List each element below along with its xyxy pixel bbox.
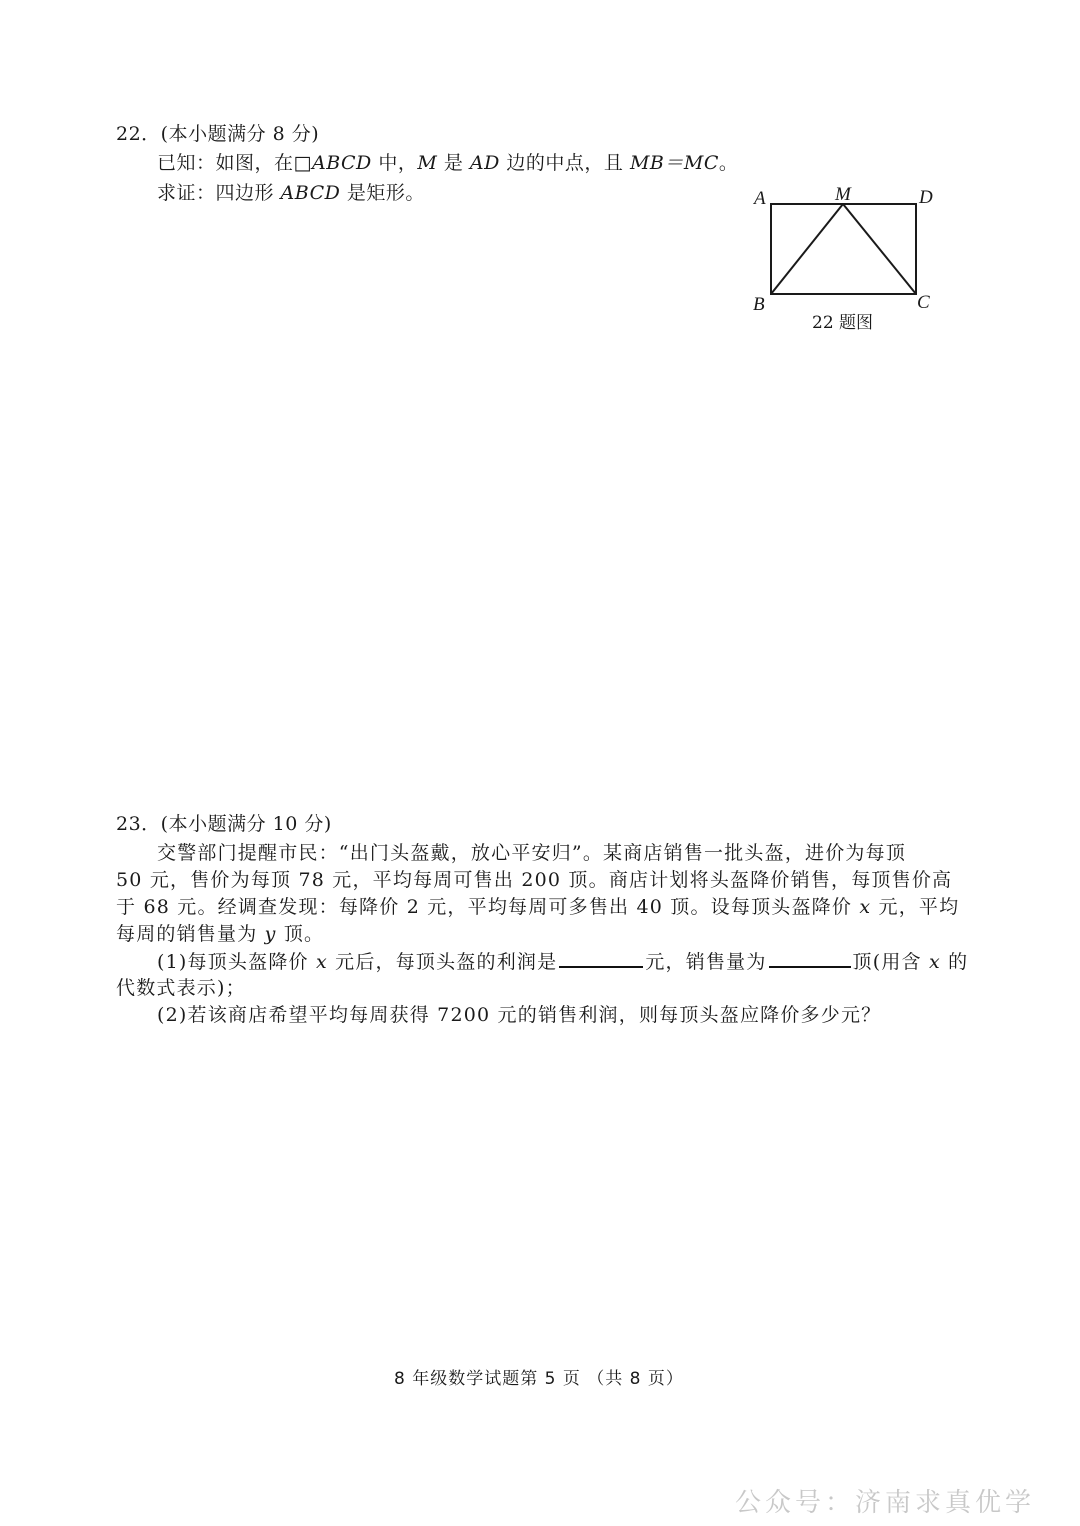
q23-p3b: 元，平均 [871, 896, 960, 918]
q22-given-m: M [417, 152, 438, 174]
q23-p4-y: y [264, 923, 277, 945]
label-d: D [919, 187, 933, 208]
q23-s1b: 元后，每顶头盔的利润是 [327, 951, 558, 973]
q22-figure-caption: 22 题图 [812, 313, 874, 333]
label-a: A [754, 188, 766, 209]
label-c: C [917, 292, 930, 313]
q23-s1-x2: x [929, 951, 941, 973]
q22-given-name: ABCD [311, 152, 372, 174]
q23-s1e: 的 [940, 951, 969, 973]
q22-prove [157, 180, 425, 206]
answer-blank-profit[interactable] [559, 948, 643, 968]
q22-given-mb-mc: MB＝MC [629, 152, 719, 174]
q23-paragraph-line-4 [116, 921, 324, 947]
label-b: B [753, 294, 765, 315]
q22-given-prefix: 已知：如图，在 [157, 152, 294, 174]
q23-paragraph-line-3 [116, 894, 959, 920]
q22-prove-name: ABCD [280, 182, 341, 204]
q23-sub1-line-1 [157, 948, 968, 975]
q23-p3-x: x [859, 896, 872, 918]
segment-mc [843, 204, 916, 294]
parallelogram-symbol: □ [293, 152, 312, 174]
q22-prove-prefix: 求证：四边形 [157, 182, 281, 204]
q22-given-end: 。 [718, 152, 739, 174]
q23-paragraph-line-2: 50 元，售价为每顶 78 元，平均每周可售出 200 顶。商店计划将头盔降价销售，每顶售价高 [116, 869, 953, 891]
q23-s1c: 元，销售量为 [645, 951, 767, 973]
q23-p4a: 每周的销售量为 [116, 923, 265, 945]
q23-s1-x: x [315, 951, 328, 973]
rectangle-abcd [771, 204, 916, 294]
q23-paragraph-line-1: 交警部门提醒市民：“出门头盔戴，放心平安归”。某商店销售一批头盔，进价为每顶 [157, 842, 907, 864]
segment-mb [771, 204, 843, 294]
q22-given-mid: 中， [371, 152, 418, 174]
q23-p3a: 于 68 元。经调查发现：每降价 2 元，平均每周可多售出 40 顶。设每顶头盔降价 [116, 896, 860, 918]
q23-s1d: 顶(用含 [852, 951, 929, 973]
q23-s1a: (1)每顶头盔降价 [157, 951, 316, 973]
q22-given-ad: AD [469, 152, 500, 174]
q22-prove-end: 是矩形。 [340, 182, 425, 204]
q22-header: 22．(本小题满分 8 分) [116, 123, 320, 145]
label-m: M [835, 184, 851, 205]
answer-blank-sales[interactable] [769, 948, 851, 968]
q22-given-mid2: 是 [437, 152, 470, 174]
q23-p4b: 顶。 [276, 923, 325, 945]
watermark-text: 公众号：济南求真优学 [735, 1488, 1036, 1518]
q23-sub1-line-2: 代数式表示)； [116, 977, 246, 999]
q23-sub2: (2)若该商店希望平均每周获得 7200 元的销售利润，则每顶头盔应降价多少元？ [157, 1004, 882, 1026]
q22-given [157, 150, 738, 176]
q23-header: 23．(本小题满分 10 分) [116, 813, 332, 835]
page-footer: 8 年级数学试题第 5 页 （共 8 页） [394, 1369, 684, 1389]
q22-given-mid3: 边的中点，且 [499, 152, 630, 174]
